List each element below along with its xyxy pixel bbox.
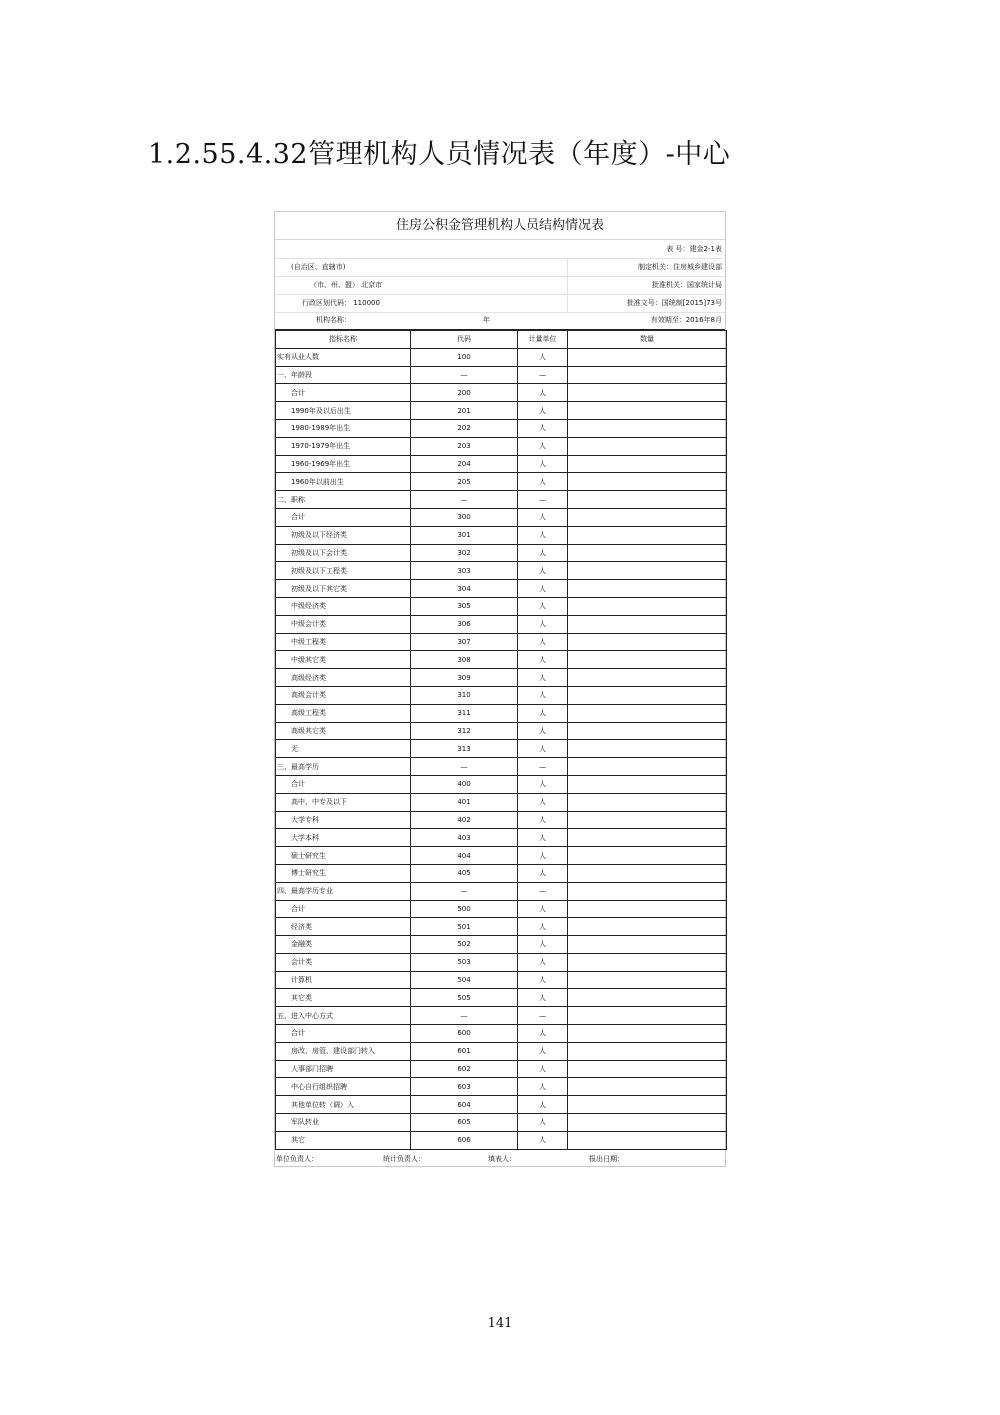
quantity-cell[interactable]	[568, 953, 727, 971]
indicator-code: 205	[411, 473, 518, 491]
table-row	[276, 953, 727, 971]
indicator-name: 中级其它类	[276, 651, 411, 669]
table-row	[276, 1007, 727, 1025]
table-row	[276, 348, 727, 366]
indicator-code: 505	[411, 989, 518, 1007]
indicator-name: 初级及以下其它类	[276, 580, 411, 598]
unit-of-measure: 人	[518, 829, 568, 847]
quantity-cell[interactable]	[568, 704, 727, 722]
quantity-cell[interactable]	[568, 508, 727, 526]
filler-label: 填表人：	[488, 1154, 516, 1163]
indicator-name: 初级及以下会计类	[276, 544, 411, 562]
indicator-name: 1970-1979年出生	[276, 437, 411, 455]
quantity-cell[interactable]	[568, 580, 727, 598]
indicator-name: 合计	[276, 1025, 411, 1043]
unit-of-measure: 人	[518, 384, 568, 402]
table-row	[276, 562, 727, 580]
indicator-code: 501	[411, 918, 518, 936]
unit-of-measure: 人	[518, 900, 568, 918]
quantity-cell[interactable]	[568, 348, 727, 366]
unit-of-measure: 人	[518, 651, 568, 669]
unit-of-measure: 人	[518, 918, 568, 936]
indicator-name: 合计	[276, 900, 411, 918]
table-row	[276, 597, 727, 615]
region-label: (自治区、直辖市)	[291, 263, 346, 271]
indicator-name: 1990年及以后出生	[276, 402, 411, 420]
table-number: 表 号：建金2-1表	[666, 245, 722, 253]
unit-of-measure: 人	[518, 704, 568, 722]
quantity-cell[interactable]	[568, 775, 727, 793]
indicator-code: 402	[411, 811, 518, 829]
unit-of-measure: 人	[518, 437, 568, 455]
indicator-code: 203	[411, 437, 518, 455]
indicator-name: 四、最高学历专业	[276, 882, 411, 900]
year-label: 年	[483, 316, 490, 324]
column-header: 指标名称	[276, 331, 411, 349]
quantity-cell[interactable]	[568, 402, 727, 420]
indicator-name: 中级会计类	[276, 615, 411, 633]
quantity-cell[interactable]	[568, 455, 727, 473]
table-row	[276, 544, 727, 562]
quantity-cell[interactable]	[568, 651, 727, 669]
indicator-name: 计算机	[276, 971, 411, 989]
indicator-name: 硕士研究生	[276, 847, 411, 865]
indicator-name: 五、进入中心方式	[276, 1007, 411, 1025]
quantity-cell[interactable]	[568, 491, 727, 509]
page-number: 141	[487, 1316, 513, 1331]
indicator-code: 310	[411, 686, 518, 704]
unit-of-measure: 人	[518, 348, 568, 366]
unit-of-measure: 人	[518, 775, 568, 793]
quantity-cell[interactable]	[568, 936, 727, 954]
form-footer	[275, 1150, 725, 1168]
table-row	[276, 775, 727, 793]
org-name-label: 机构名称：	[316, 316, 351, 324]
table-header-row	[276, 331, 727, 349]
unit-of-measure: 人	[518, 1114, 568, 1132]
table-row	[276, 455, 727, 473]
valid-until: 有效期至：2016年8月	[650, 316, 722, 324]
unit-of-measure: 人	[518, 473, 568, 491]
indicator-name: 1980-1989年出生	[276, 419, 411, 437]
table-row	[276, 1131, 727, 1149]
division-code: 行政区划代码： 110000	[302, 299, 380, 307]
indicator-name: 高级经济类	[276, 669, 411, 687]
quantity-cell[interactable]	[568, 384, 727, 402]
indicator-code: 602	[411, 1060, 518, 1078]
indicator-name: 中心自行组织招聘	[276, 1078, 411, 1096]
report-date-label: 报出日期：	[589, 1154, 624, 1163]
quantity-cell[interactable]	[568, 686, 727, 704]
quantity-cell[interactable]	[568, 1131, 727, 1149]
table-row	[276, 758, 727, 776]
unit-of-measure: 人	[518, 580, 568, 598]
quantity-cell[interactable]	[568, 544, 727, 562]
unit-of-measure: 人	[518, 597, 568, 615]
indicator-code: 200	[411, 384, 518, 402]
quantity-cell[interactable]	[568, 562, 727, 580]
unit-of-measure: 人	[518, 419, 568, 437]
table-row	[276, 580, 727, 598]
quantity-cell[interactable]	[568, 740, 727, 758]
unit-of-measure: 人	[518, 544, 568, 562]
indicator-code: 308	[411, 651, 518, 669]
table-row	[276, 882, 727, 900]
table-row	[276, 473, 727, 491]
quantity-cell[interactable]	[568, 989, 727, 1007]
indicator-table	[275, 330, 727, 1150]
indicator-name: 1960-1969年出生	[276, 455, 411, 473]
indicator-code: 605	[411, 1114, 518, 1132]
quantity-cell[interactable]	[568, 811, 727, 829]
unit-of-measure: —	[518, 491, 568, 509]
quantity-cell[interactable]	[568, 1007, 727, 1025]
quantity-cell[interactable]	[568, 847, 727, 865]
indicator-code: 403	[411, 829, 518, 847]
indicator-code: 304	[411, 580, 518, 598]
indicator-code: 400	[411, 775, 518, 793]
indicator-code: 502	[411, 936, 518, 954]
indicator-code: 301	[411, 526, 518, 544]
table-row	[276, 651, 727, 669]
quantity-cell[interactable]	[568, 437, 727, 455]
unit-of-measure: 人	[518, 402, 568, 420]
table-row	[276, 971, 727, 989]
unit-of-measure: 人	[518, 1078, 568, 1096]
quantity-cell[interactable]	[568, 918, 727, 936]
indicator-code: —	[411, 758, 518, 776]
table-row	[276, 918, 727, 936]
indicator-code: 202	[411, 419, 518, 437]
unit-of-measure: 人	[518, 1096, 568, 1114]
unit-of-measure: —	[518, 366, 568, 384]
table-row	[276, 366, 727, 384]
indicator-name: 二、职称	[276, 491, 411, 509]
indicator-name: 高级工程类	[276, 704, 411, 722]
table-row	[276, 615, 727, 633]
quantity-cell[interactable]	[568, 366, 727, 384]
quantity-cell[interactable]	[568, 758, 727, 776]
indicator-name: 经济类	[276, 918, 411, 936]
unit-of-measure: 人	[518, 989, 568, 1007]
quantity-cell[interactable]	[568, 633, 727, 651]
unit-of-measure: 人	[518, 1131, 568, 1149]
indicator-name: 大学专科	[276, 811, 411, 829]
stats-head-label: 统计负责人：	[383, 1154, 425, 1163]
table-row	[276, 847, 727, 865]
indicator-name: 1960年以前出生	[276, 473, 411, 491]
quantity-cell[interactable]	[568, 1025, 727, 1043]
unit-of-measure: 人	[518, 526, 568, 544]
indicator-name: 高级会计类	[276, 686, 411, 704]
table-row	[276, 669, 727, 687]
indicator-code: 600	[411, 1025, 518, 1043]
indicator-name: 高中、中专及以下	[276, 793, 411, 811]
quantity-cell[interactable]	[568, 864, 727, 882]
indicator-name: 三、最高学历	[276, 758, 411, 776]
form-title: 住房公积金管理机构人员结构情况表	[275, 212, 725, 240]
unit-of-measure: —	[518, 1007, 568, 1025]
table-row	[276, 437, 727, 455]
table-row	[276, 1096, 727, 1114]
indicator-code: —	[411, 1007, 518, 1025]
indicator-name: 初级及以下经济类	[276, 526, 411, 544]
indicator-code: 313	[411, 740, 518, 758]
indicator-code: 302	[411, 544, 518, 562]
quantity-cell[interactable]	[568, 1114, 727, 1132]
indicator-code: 306	[411, 615, 518, 633]
section-heading: 1.2.55.4.32管理机构人员情况表（年度）-中心	[148, 139, 731, 170]
indicator-code: 405	[411, 864, 518, 882]
indicator-name: 无	[276, 740, 411, 758]
indicator-code: 300	[411, 508, 518, 526]
table-row	[276, 1114, 727, 1132]
quantity-cell[interactable]	[568, 669, 727, 687]
unit-of-measure: 人	[518, 1060, 568, 1078]
indicator-code: 311	[411, 704, 518, 722]
indicator-code: —	[411, 366, 518, 384]
unit-of-measure: 人	[518, 936, 568, 954]
unit-of-measure: 人	[518, 669, 568, 687]
indicator-code: 100	[411, 348, 518, 366]
indicator-name: 一、年龄段	[276, 366, 411, 384]
table-row	[276, 936, 727, 954]
table-row	[276, 900, 727, 918]
approving-authority: 批准机关：国家统计局	[652, 281, 722, 289]
quantity-cell[interactable]	[568, 1060, 727, 1078]
indicator-code: 504	[411, 971, 518, 989]
unit-head-label: 单位负责人：	[276, 1154, 318, 1163]
form-meta	[275, 240, 725, 330]
indicator-name: 其它类	[276, 989, 411, 1007]
table-row	[276, 989, 727, 1007]
indicator-name: 大学本科	[276, 829, 411, 847]
table-row	[276, 1042, 727, 1060]
table-row	[276, 508, 727, 526]
indicator-code: 305	[411, 597, 518, 615]
unit-of-measure: 人	[518, 508, 568, 526]
indicator-name: 军队转业	[276, 1114, 411, 1132]
quantity-cell[interactable]	[568, 615, 727, 633]
table-row	[276, 811, 727, 829]
indicator-name: 中级经济类	[276, 597, 411, 615]
quantity-cell[interactable]	[568, 526, 727, 544]
unit-of-measure: —	[518, 758, 568, 776]
column-header: 数量	[568, 331, 727, 349]
statistics-form	[274, 211, 726, 1167]
indicator-code: 312	[411, 722, 518, 740]
indicator-code: 604	[411, 1096, 518, 1114]
indicator-name: 中级工程类	[276, 633, 411, 651]
indicator-name: 合计	[276, 508, 411, 526]
table-row	[276, 491, 727, 509]
unit-of-measure: 人	[518, 1042, 568, 1060]
table-row	[276, 793, 727, 811]
table-row	[276, 526, 727, 544]
table-row	[276, 1060, 727, 1078]
unit-of-measure: 人	[518, 455, 568, 473]
approval-number: 批准文号：国统制[2015]73号	[626, 299, 722, 307]
indicator-code: 303	[411, 562, 518, 580]
table-row	[276, 384, 727, 402]
unit-of-measure: 人	[518, 615, 568, 633]
indicator-code: —	[411, 882, 518, 900]
indicator-name: 初级及以下工程类	[276, 562, 411, 580]
table-row	[276, 686, 727, 704]
table-row	[276, 704, 727, 722]
unit-of-measure: 人	[518, 562, 568, 580]
indicator-code: 606	[411, 1131, 518, 1149]
table-row	[276, 1025, 727, 1043]
table-row	[276, 829, 727, 847]
unit-of-measure: 人	[518, 740, 568, 758]
unit-of-measure: 人	[518, 953, 568, 971]
indicator-code: 401	[411, 793, 518, 811]
column-header: 代码	[411, 331, 518, 349]
quantity-cell[interactable]	[568, 1096, 727, 1114]
unit-of-measure: 人	[518, 633, 568, 651]
indicator-code: 601	[411, 1042, 518, 1060]
indicator-code: 503	[411, 953, 518, 971]
quantity-cell[interactable]	[568, 971, 727, 989]
city-label: （市、州、盟） 北京市	[310, 281, 383, 289]
table-row	[276, 864, 727, 882]
indicator-name: 房改、房管、建设部门转入	[276, 1042, 411, 1060]
indicator-name: 高级其它类	[276, 722, 411, 740]
quantity-cell[interactable]	[568, 793, 727, 811]
table-row	[276, 740, 727, 758]
quantity-cell[interactable]	[568, 597, 727, 615]
indicator-code: 309	[411, 669, 518, 687]
unit-of-measure: 人	[518, 1025, 568, 1043]
quantity-cell[interactable]	[568, 882, 727, 900]
indicator-name: 博士研究生	[276, 864, 411, 882]
quantity-cell[interactable]	[568, 473, 727, 491]
indicator-name: 人事部门招聘	[276, 1060, 411, 1078]
indicator-code: 404	[411, 847, 518, 865]
quantity-cell[interactable]	[568, 1042, 727, 1060]
indicator-name: 合计	[276, 384, 411, 402]
indicator-code: 307	[411, 633, 518, 651]
unit-of-measure: —	[518, 882, 568, 900]
table-row	[276, 419, 727, 437]
indicator-name: 实有从业人数	[276, 348, 411, 366]
quantity-cell[interactable]	[568, 1078, 727, 1096]
unit-of-measure: 人	[518, 864, 568, 882]
unit-of-measure: 人	[518, 722, 568, 740]
indicator-code: 201	[411, 402, 518, 420]
quantity-cell[interactable]	[568, 829, 727, 847]
unit-of-measure: 人	[518, 971, 568, 989]
indicator-name: 其他单位转（调）入	[276, 1096, 411, 1114]
indicator-code: 500	[411, 900, 518, 918]
table-row	[276, 633, 727, 651]
issuing-authority: 制定机关：住房城乡建设部	[638, 263, 722, 271]
indicator-code: 603	[411, 1078, 518, 1096]
unit-of-measure: 人	[518, 847, 568, 865]
indicator-code: 204	[411, 455, 518, 473]
unit-of-measure: 人	[518, 793, 568, 811]
table-row	[276, 722, 727, 740]
column-header: 计量单位	[518, 331, 568, 349]
quantity-cell[interactable]	[568, 419, 727, 437]
indicator-name: 合计	[276, 775, 411, 793]
indicator-name: 金融类	[276, 936, 411, 954]
indicator-name: 会计类	[276, 953, 411, 971]
table-row	[276, 1078, 727, 1096]
unit-of-measure: 人	[518, 811, 568, 829]
quantity-cell[interactable]	[568, 900, 727, 918]
unit-of-measure: 人	[518, 686, 568, 704]
indicator-name: 其它	[276, 1131, 411, 1149]
table-row	[276, 402, 727, 420]
indicator-code: —	[411, 491, 518, 509]
quantity-cell[interactable]	[568, 722, 727, 740]
